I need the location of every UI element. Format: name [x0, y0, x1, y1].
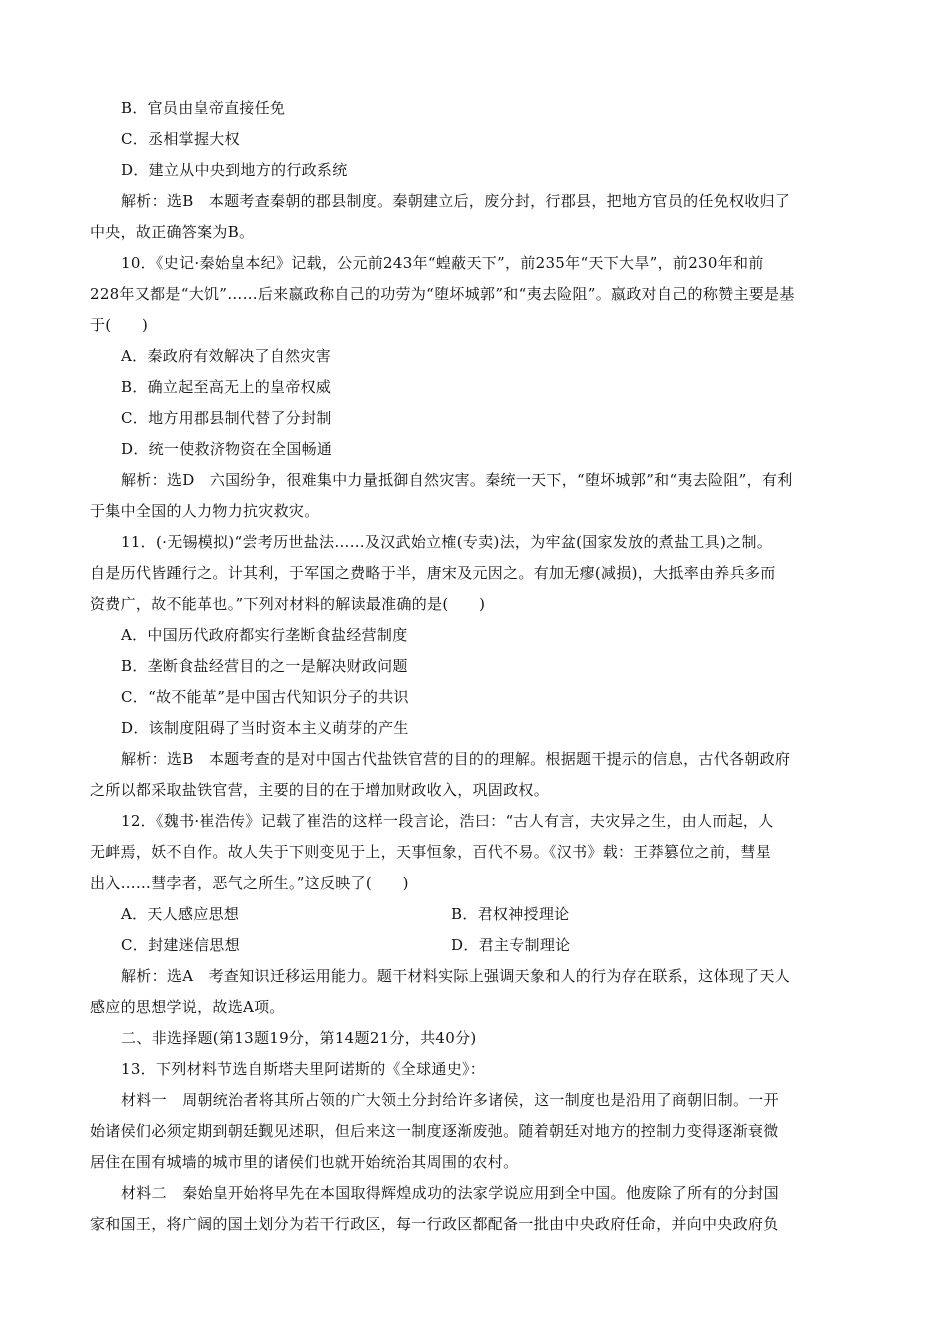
q11-option-a: A．中国历代政府都实行垄断食盐经营制度: [121, 626, 408, 644]
q12-option-c: C．封建迷信思想: [121, 936, 240, 954]
q10-analysis-line-2: 于集中全国的人力物力抗灾救灾。: [90, 502, 320, 520]
q11-stem-line-1: 11．(·无锡模拟)“尝考历世盐法……及汉武始立榷(专卖)法，为牢盆(国家发放的煮盐工具)之制。: [121, 533, 773, 551]
q10-analysis-line-1: 解析：选D 六国纷争，很难集中力量抵御自然灾害。秦统一天下，“堕坏城郭”和“夷去险阻”，有利: [121, 471, 793, 489]
q10-stem-line-3: 于( ): [90, 316, 149, 334]
q10-option-c: C．地方用郡县制代替了分封制: [121, 409, 332, 427]
q11-option-b: B．垄断食盐经营目的之一是解决财政问题: [121, 657, 408, 675]
q9-option-c: C．丞相掌握大权: [121, 130, 240, 148]
q11-option-c: C．“故不能革”是中国古代知识分子的共识: [121, 688, 409, 706]
q10-option-a: A．秦政府有效解决了自然灾害: [121, 347, 332, 365]
q11-option-d: D．该制度阻碍了当时资本主义萌芽的产生: [121, 719, 409, 737]
material-1-line-2: 始诸侯们必须定期到朝廷觐见述职，但后来这一制度逐渐废弛。随着朝廷对地方的控制力变得逐渐衰微: [90, 1122, 779, 1140]
q10-option-d: D．统一使救济物资在全国畅通: [121, 440, 333, 458]
q11-stem-line-3: 资费广，故不能革也。”下列对材料的解读最准确的是( ): [90, 595, 486, 613]
q12-option-a: A．天人感应思想: [121, 905, 240, 923]
q10-option-b: B．确立起至高无上的皇帝权威: [121, 378, 332, 396]
q9-analysis-line-1: 解析：选B 本题考查秦朝的郡县制度。秦朝建立后，废分封，行郡县，把地方官员的任免权收归了: [121, 192, 791, 210]
q10-stem-line-1: 10．《史记·秦始皇本纪》记载，公元前243年“蝗蔽天下”，前235年“天下大旱”，前230年和前: [121, 254, 764, 272]
material-2-line-2: 家和国王，将广阔的国土划分为若干行政区，每一行政区都配备一批由中央政府任命，并向中央政府负: [90, 1215, 779, 1233]
q9-analysis-line-2: 中央，故正确答案为B。: [90, 223, 255, 241]
q12-options-row-2: [121, 935, 862, 955]
material-1-line-1: 材料一 周朝统治者将其所占领的广大领土分封给许多诸侯，这一制度也是沿用了商朝旧制。一开: [121, 1091, 779, 1109]
q12-analysis-line-2: 感应的思想学说，故选A项。: [90, 998, 285, 1016]
q12-options-row-1: [121, 904, 862, 924]
q11-analysis-line-2: 之所以都采取盐铁官营，主要的目的在于增加财政收入，巩固政权。: [90, 781, 550, 799]
q9-option-b: B．官员由皇帝直接任免: [121, 99, 286, 117]
q10-stem-line-2: 228年又都是“大饥”……后来嬴政称自己的功劳为“堕坏城郭”和“夷去险阻”。嬴政对自己的称赞主要是基: [90, 285, 795, 303]
q9-option-d: D．建立从中央到地方的行政系统: [121, 161, 348, 179]
q11-analysis-line-1: 解析：选B 本题考查的是对中国古代盐铁官营的目的的理解。根据题干提示的信息，古代各朝政府: [121, 750, 791, 768]
section-heading: 二、非选择题(第13题19分，第14题21分，共40分): [121, 1029, 477, 1047]
q11-stem-line-2: 自是历代皆踵行之。计其利，于军国之费略于半，唐宋及元因之。有加无瘳(减损)，大抵率由养兵多而: [90, 564, 776, 582]
q12-option-d: D．君主专制理论: [451, 936, 571, 954]
q13-stem: 13．下列材料节选自斯塔夫里阿诺斯的《全球通史》：: [121, 1060, 486, 1078]
q12-option-b: B．君权神授理论: [451, 905, 570, 923]
material-2-line-1: 材料二 秦始皇开始将早先在本国取得辉煌成功的法家学说应用到全中国。他废除了所有的分封国: [121, 1184, 779, 1202]
material-1-line-3: 居住在围有城墙的城市里的诸侯们也就开始统治其周围的农村。: [90, 1153, 519, 1171]
q12-stem-line-2: 无衅焉，妖不自作。故人失于下则变见于上，天事恒象，百代不易。《汉书》载：王莽篡位之前，彗星: [90, 843, 772, 861]
q12-analysis-line-1: 解析：选A 考查知识迁移运用能力。题干材料实际上强调天象和人的行为存在联系，这体现了天人: [121, 967, 791, 985]
q12-stem-line-3: 出入……彗孛者，恶气之所生。”这反映了( ): [90, 874, 409, 892]
q12-stem-line-1: 12．《魏书·崔浩传》记载了崔浩的这样一段言论，浩曰：“古人有言，夫灾异之生，由人而起，人: [121, 812, 774, 830]
